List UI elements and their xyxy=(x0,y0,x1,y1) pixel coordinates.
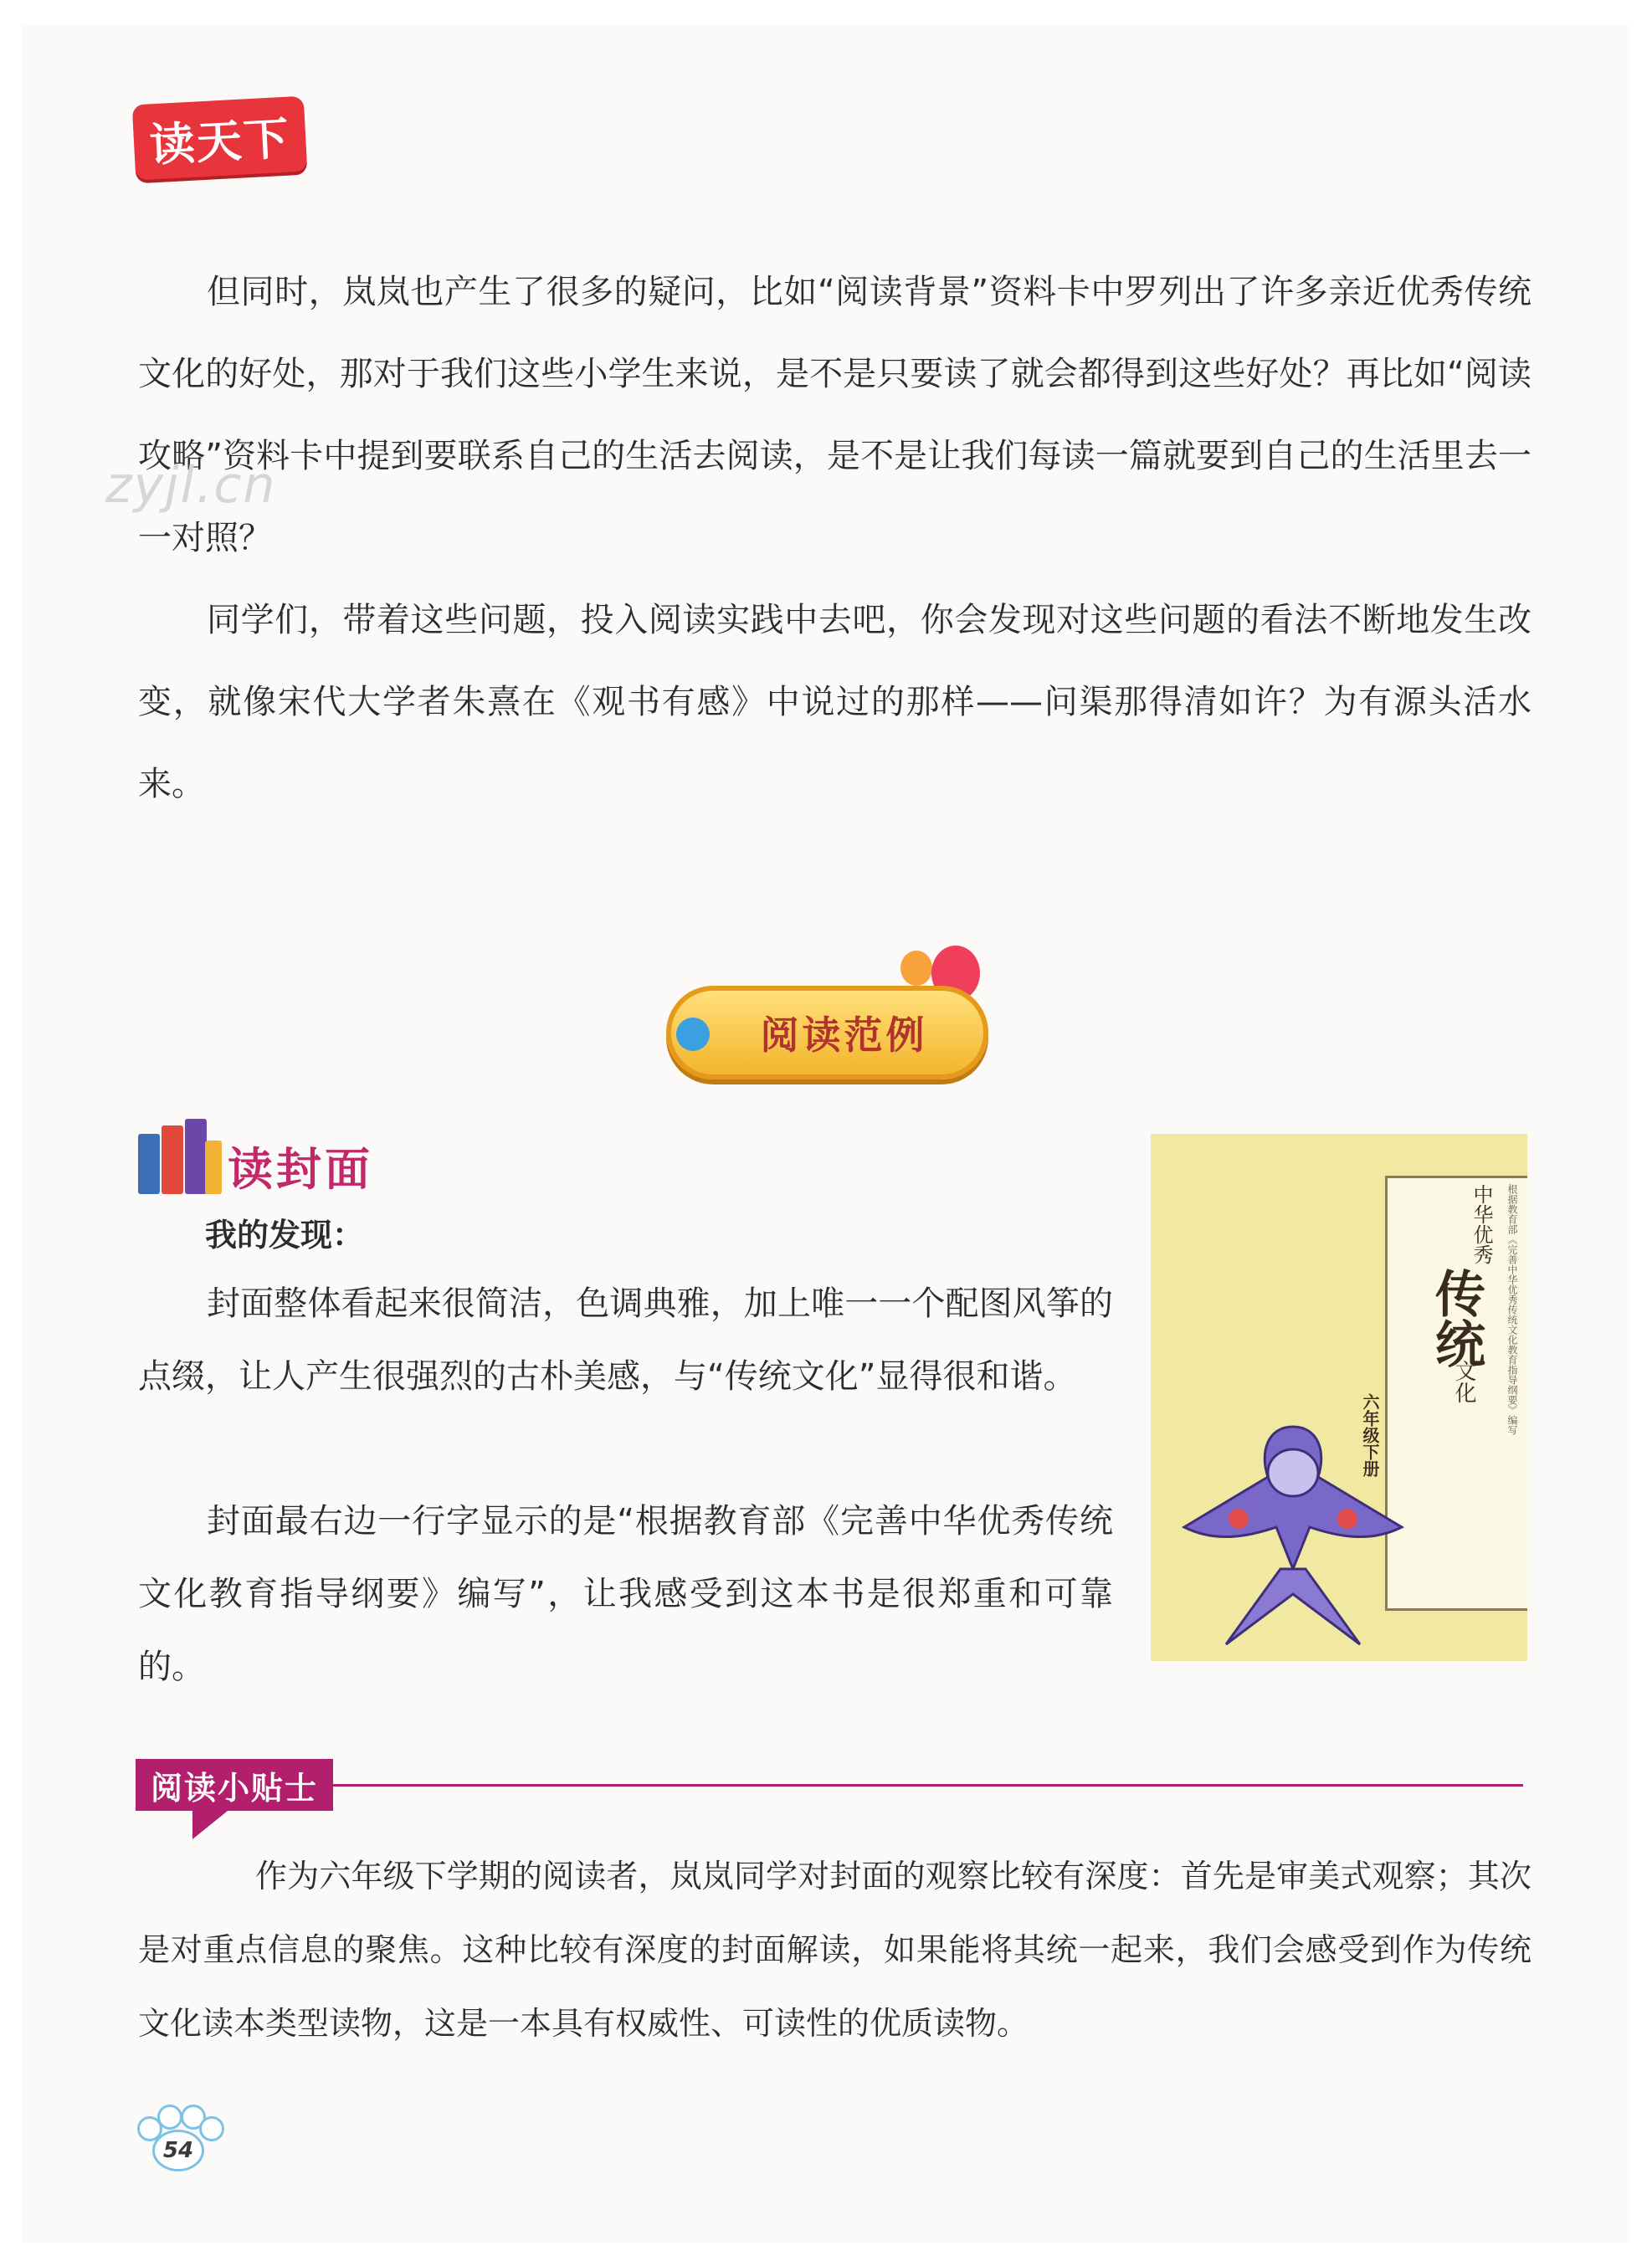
section-badge xyxy=(132,96,307,181)
paw-page-number xyxy=(134,2105,218,2171)
example-banner-label: 阅读范例 xyxy=(760,1013,928,1058)
cover-title-small: 文化 xyxy=(1451,1360,1476,1403)
page-number: 54 xyxy=(162,2138,194,2163)
cover-grade: 六年级下册 xyxy=(1360,1393,1380,1477)
tip-label-text: 阅读小贴士 xyxy=(150,1769,318,1807)
orange-balloon-icon xyxy=(900,951,932,986)
book-spine-purple xyxy=(185,1119,207,1194)
cover-title-big: 传统 xyxy=(1427,1268,1485,1368)
section-subtitle: 我的发现： xyxy=(205,1217,365,1254)
section-title: 读封面 xyxy=(228,1143,373,1196)
book-spine-yellow xyxy=(205,1141,222,1194)
body-paragraph-1: 但同时，岚岚也产生了很多的疑问，比如“阅读背景”资料卡中罗列出了许多亲近优秀传统文化的好处，那对于我们这些小学生来说，是不是只要读了就会都得到这些好处？再比如“阅读攻略”资料卡中提到要联系自己的生活去阅读，是不是让我们每读一篇就要到自己的生活里去一一对照？ xyxy=(138,273,1531,557)
watermark: zyjl.cn xyxy=(105,456,277,515)
book-spine-blue xyxy=(138,1134,160,1194)
finding-paragraph-1: 封面整体看起来很简洁，色调典雅，加上唯一一个配图风筝的点缀，让人产生很强烈的古朴美感，与“传统文化”显得很和谐。 xyxy=(138,1284,1113,1396)
tip-label-tail xyxy=(192,1811,228,1839)
example-banner xyxy=(666,986,988,1079)
book-cover-image xyxy=(1151,1134,1527,1661)
cover-title-top: 中华优秀 xyxy=(1470,1184,1493,1264)
cover-side-note: 根据教育部《完善中华优秀传统文化教育指导纲要》编写 xyxy=(1506,1184,1518,1435)
tip-divider xyxy=(333,1784,1523,1787)
paw-toe xyxy=(157,2105,182,2130)
paw-toe xyxy=(199,2116,224,2141)
body-paragraph-2: 同学们，带着这些问题，投入阅读实践中去吧，你会发现对这些问题的看法不断地发生改变，就像宋代大学者朱熹在《观书有感》中说过的那样——问渠那得清如许？为有源头活水来。 xyxy=(138,601,1531,803)
kite-icon xyxy=(1167,1402,1419,1653)
book-spine-red xyxy=(162,1125,183,1194)
finding-paragraph-2: 封面最右边一行字显示的是“根据教育部《完善中华优秀传统文化教育指导纲要》编写”，让我感受到这本书是很郑重和可靠的。 xyxy=(138,1502,1113,1686)
paw-pad xyxy=(152,2130,204,2171)
tip-label xyxy=(136,1759,333,1811)
blue-ball-icon xyxy=(676,1018,710,1051)
section-badge-label: 读天下 xyxy=(148,111,292,172)
tip-paragraph: 作为六年级下学期的阅读者，岚岚同学对封面的观察比较有深度：首先是审美式观察；其次是对重点信息的聚焦。这种比较有深度的封面解读，如果能将其统一起来，我们会感受到作为传统文化读本类型读物，这是一本具有权威性、可读性的优质读物。 xyxy=(138,1858,1531,2042)
books-icon xyxy=(138,1117,222,1194)
